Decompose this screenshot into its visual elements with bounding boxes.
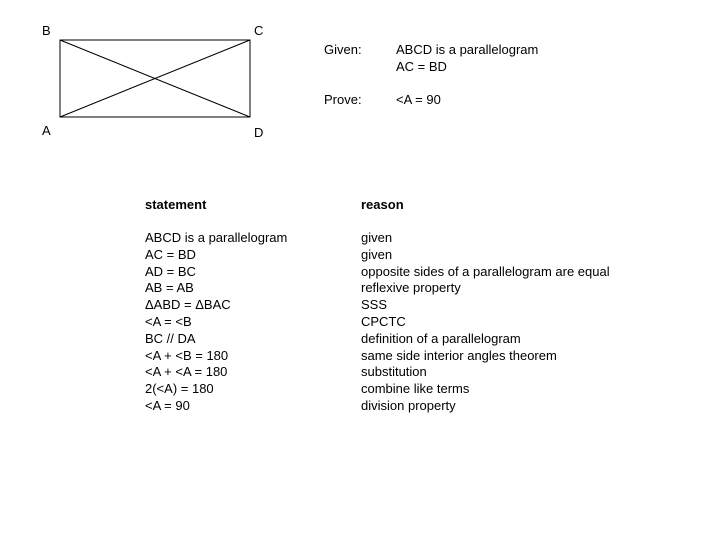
reason-row: given [361, 230, 393, 245]
statement-row: BC // DA [145, 330, 196, 346]
statement-row: <A = <B [145, 313, 192, 329]
statement-row: <A + <B = 180 [145, 347, 229, 363]
reason-row: opposite sides of a parallelogram are equal [361, 263, 610, 279]
statement-header: statement [145, 197, 207, 212]
statement-row: AD = BC [145, 263, 196, 279]
reason-row: same side interior angles theorem [361, 347, 557, 363]
vertex-label-d: D [254, 125, 264, 140]
statement-row: 2(<A) = 180 [145, 381, 214, 397]
statements-column [145, 230, 287, 415]
given-line-1: ABCD is a parallelogram [396, 42, 539, 57]
vertex-label-b: B [42, 23, 51, 38]
statement-row: ΔABD = ΔBAC [145, 297, 231, 313]
vertex-label-c: C [254, 23, 264, 38]
statement-row: <A = 90 [145, 397, 190, 413]
reason-row: SSS [361, 297, 388, 313]
reason-row: division property [361, 397, 456, 413]
reason-row: substitution [361, 364, 427, 380]
reason-row: reflexive property [361, 280, 461, 296]
given-line-2: AC = BD [396, 59, 447, 74]
reason-row: combine like terms [361, 381, 470, 397]
reason-header: reason [361, 197, 404, 212]
statement-row: <A + <A = 180 [145, 364, 228, 380]
reason-row: definition of a parallelogram [361, 330, 521, 346]
prove-label: Prove: [324, 92, 362, 107]
reason-row: given [361, 246, 393, 262]
vertex-label-a: A [42, 123, 51, 138]
statement-row: ABCD is a parallelogram [145, 230, 288, 245]
given-label: Given: [324, 42, 362, 57]
prove-text: <A = 90 [396, 92, 441, 107]
reason-row: CPCTC [361, 313, 406, 329]
reasons-column [361, 230, 610, 415]
statement-row: AC = BD [145, 246, 196, 262]
statement-row: AB = AB [145, 280, 194, 296]
